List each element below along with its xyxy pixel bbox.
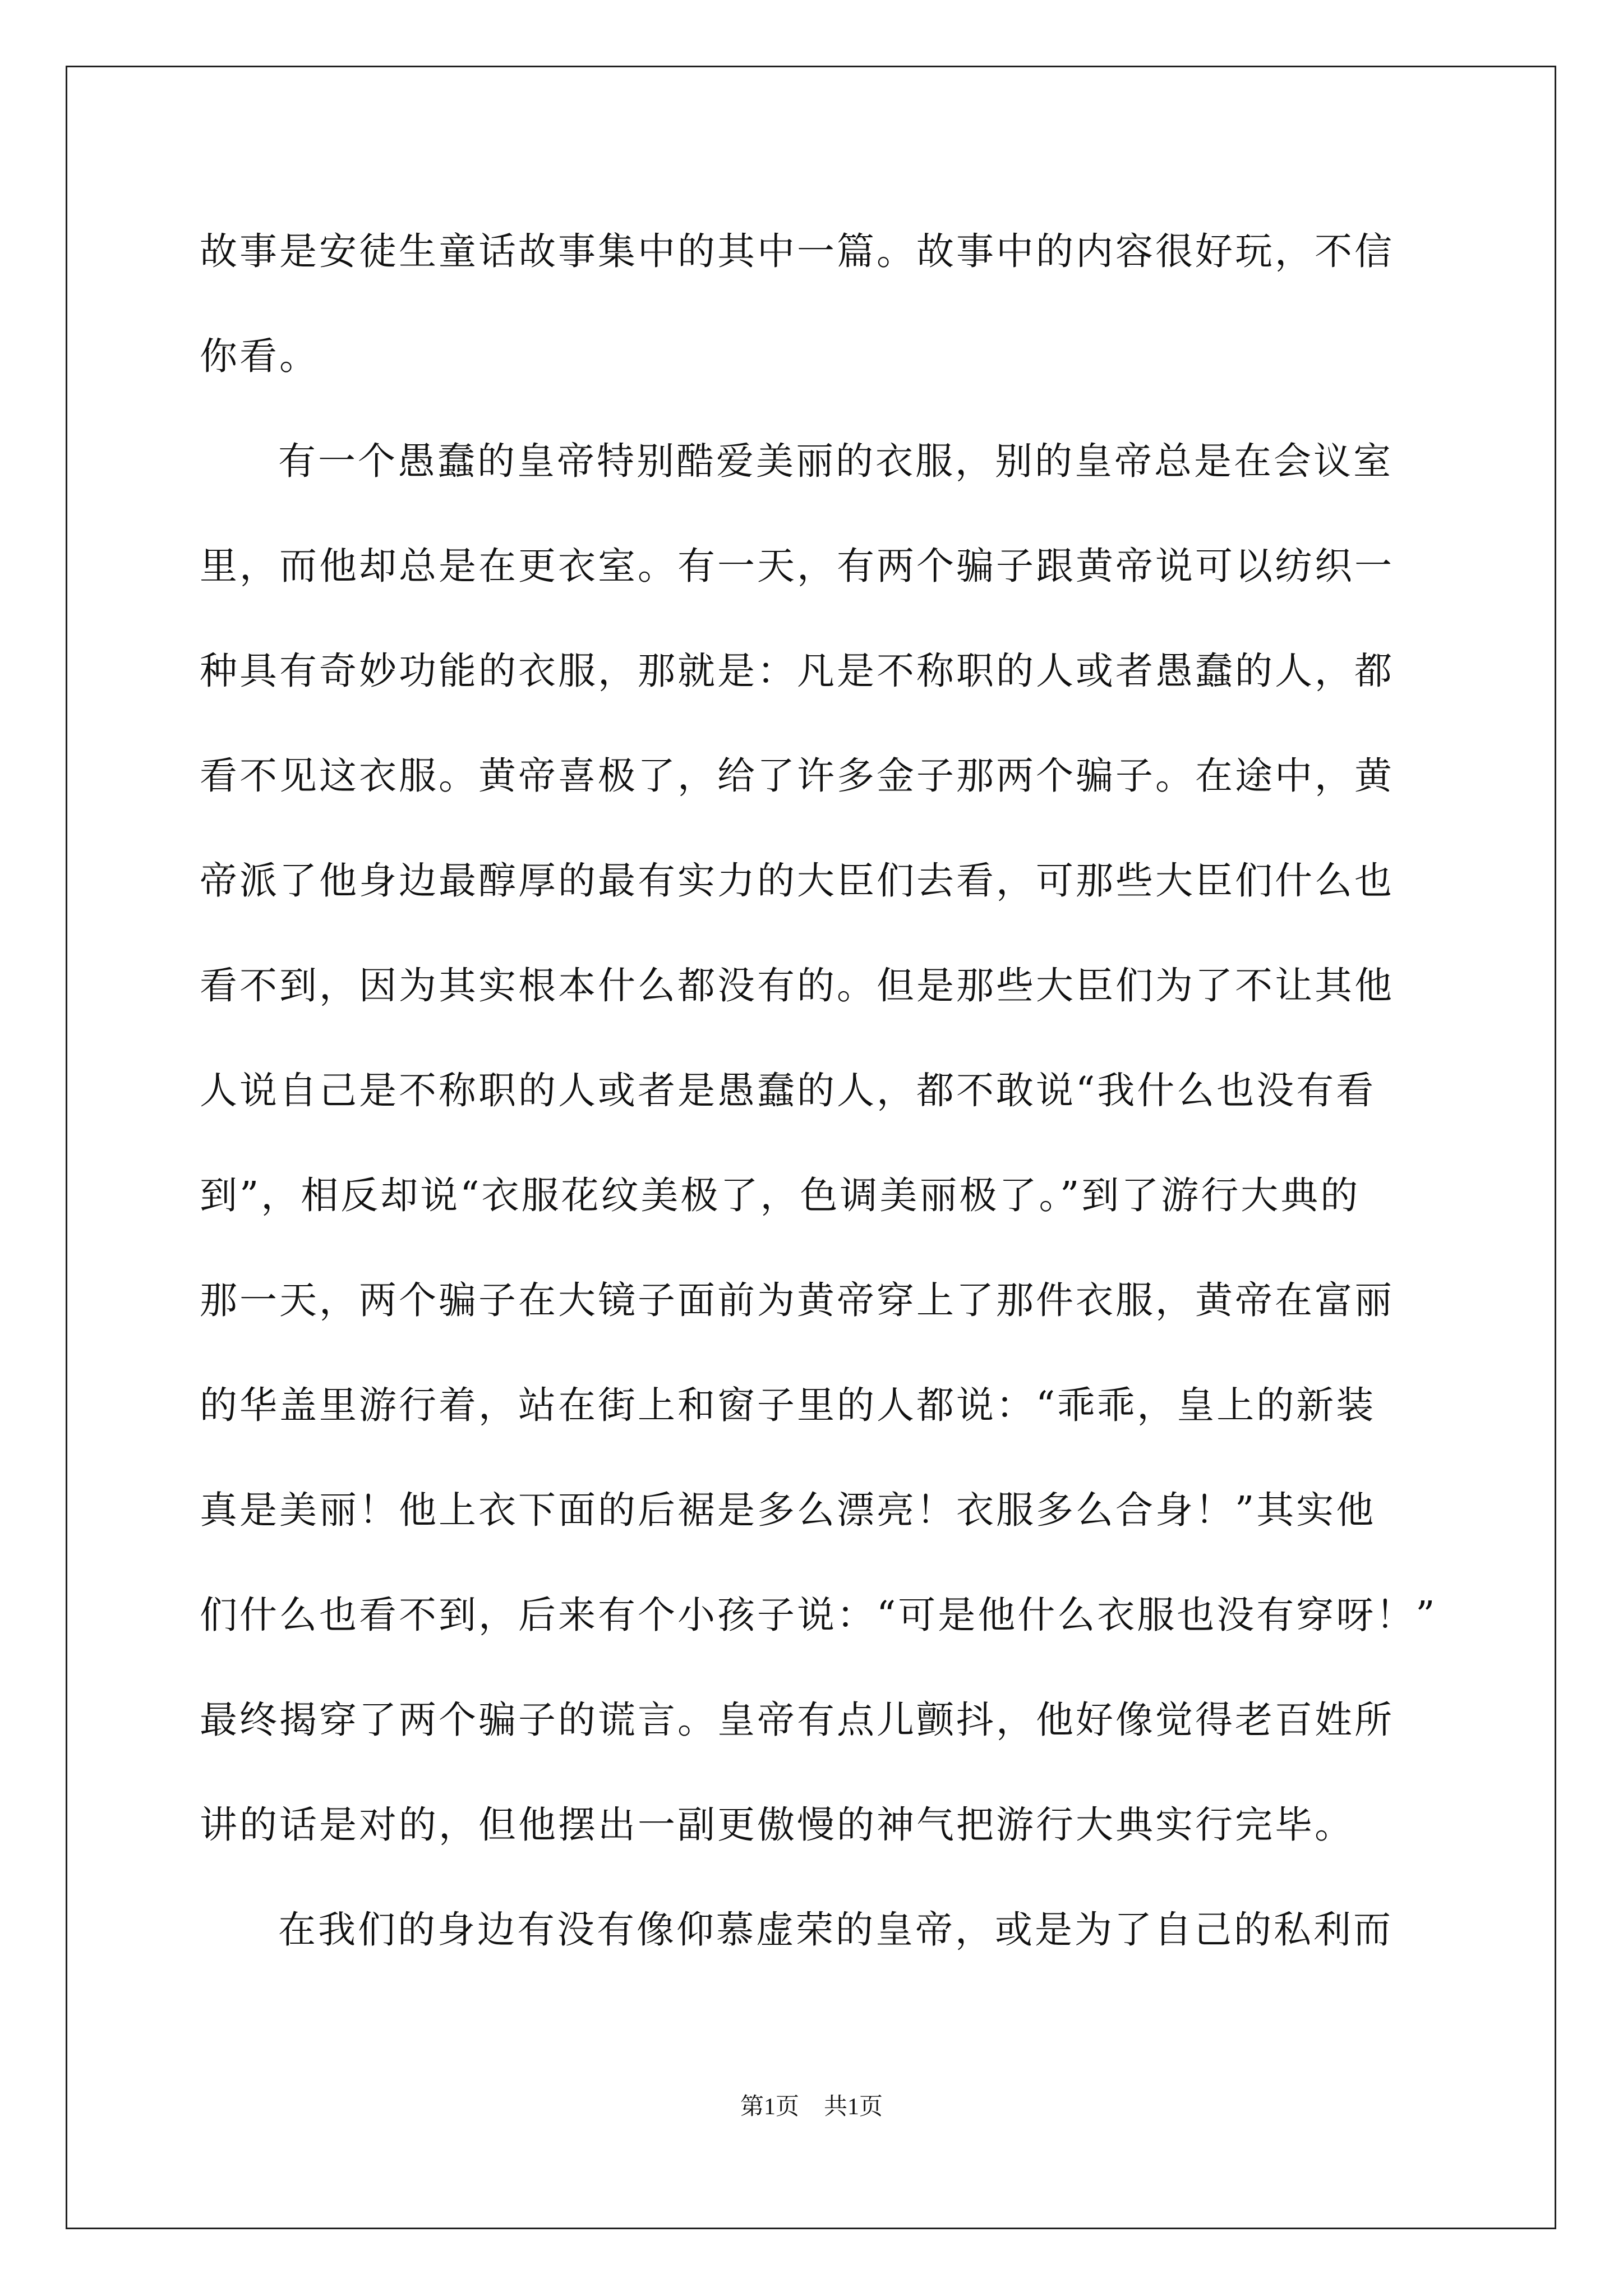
paragraph-start-line: 有一个愚蠢的皇帝特别酷爱美丽的衣服，别的皇帝总是在会议室 <box>278 439 1393 483</box>
text-line: 真是美丽！他上衣下面的后裾是多么漂亮！衣服多么合身！”其实他 <box>200 1488 1376 1532</box>
page-number-total: 共1页 <box>824 2094 883 2120</box>
text-line: 种具有奇妙功能的衣服，那就是：凡是不称职的人或者愚蠢的人，都 <box>200 649 1394 693</box>
page-number-current: 第1页 <box>740 2094 799 2120</box>
text-line: 的华盖里游行着，站在街上和窗子里的人都说：“乖乖，皇上的新装 <box>200 1383 1376 1427</box>
text-line: 人说自己是不称职的人或者是愚蠢的人，都不敢说“我什么也没有看 <box>200 1069 1376 1112</box>
text-line: 里，而他却总是在更衣室。有一天，有两个骗子跟黄帝说可以纺织一 <box>200 544 1394 588</box>
text-line: 最终揭穿了两个骗子的谎言。皇帝有点儿颤抖，他好像觉得老百姓所 <box>200 1698 1394 1742</box>
text-line: 讲的话是对的，但他摆出一副更傲慢的神气把游行大典实行完毕。 <box>200 1803 1354 1847</box>
text-line: 们什么也看不到，后来有个小孩子说：“可是他什么衣服也没有穿呀！” <box>200 1593 1437 1637</box>
text-line: 你看。 <box>200 334 319 378</box>
page-footer <box>0 2088 1623 2122</box>
text-line: 看不到，因为其实根本什么都没有的。但是那些大臣们为了不让其他 <box>200 964 1394 1007</box>
text-line: 那一天，两个骗子在大镜子面前为黄帝穿上了那件衣服，黄帝在富丽 <box>200 1278 1394 1322</box>
paragraph-start-line: 在我们的身边有没有像仰慕虚荣的皇帝，或是为了自己的私利而 <box>278 1908 1393 1952</box>
text-line: 看不见这衣服。黄帝喜极了，给了许多金子那两个骗子。在途中，黄 <box>200 754 1394 798</box>
text-line: 帝派了他身边最醇厚的最有实力的大臣们去看，可那些大臣们什么也 <box>200 859 1394 903</box>
document-body <box>200 199 1437 1982</box>
text-line: 故事是安徒生童话故事集中的其中一篇。故事中的内容很好玩，不信 <box>200 229 1394 273</box>
text-line: 到”，相反却说“衣服花纹美极了，色调美丽极了。”到了游行大典的 <box>200 1174 1361 1217</box>
